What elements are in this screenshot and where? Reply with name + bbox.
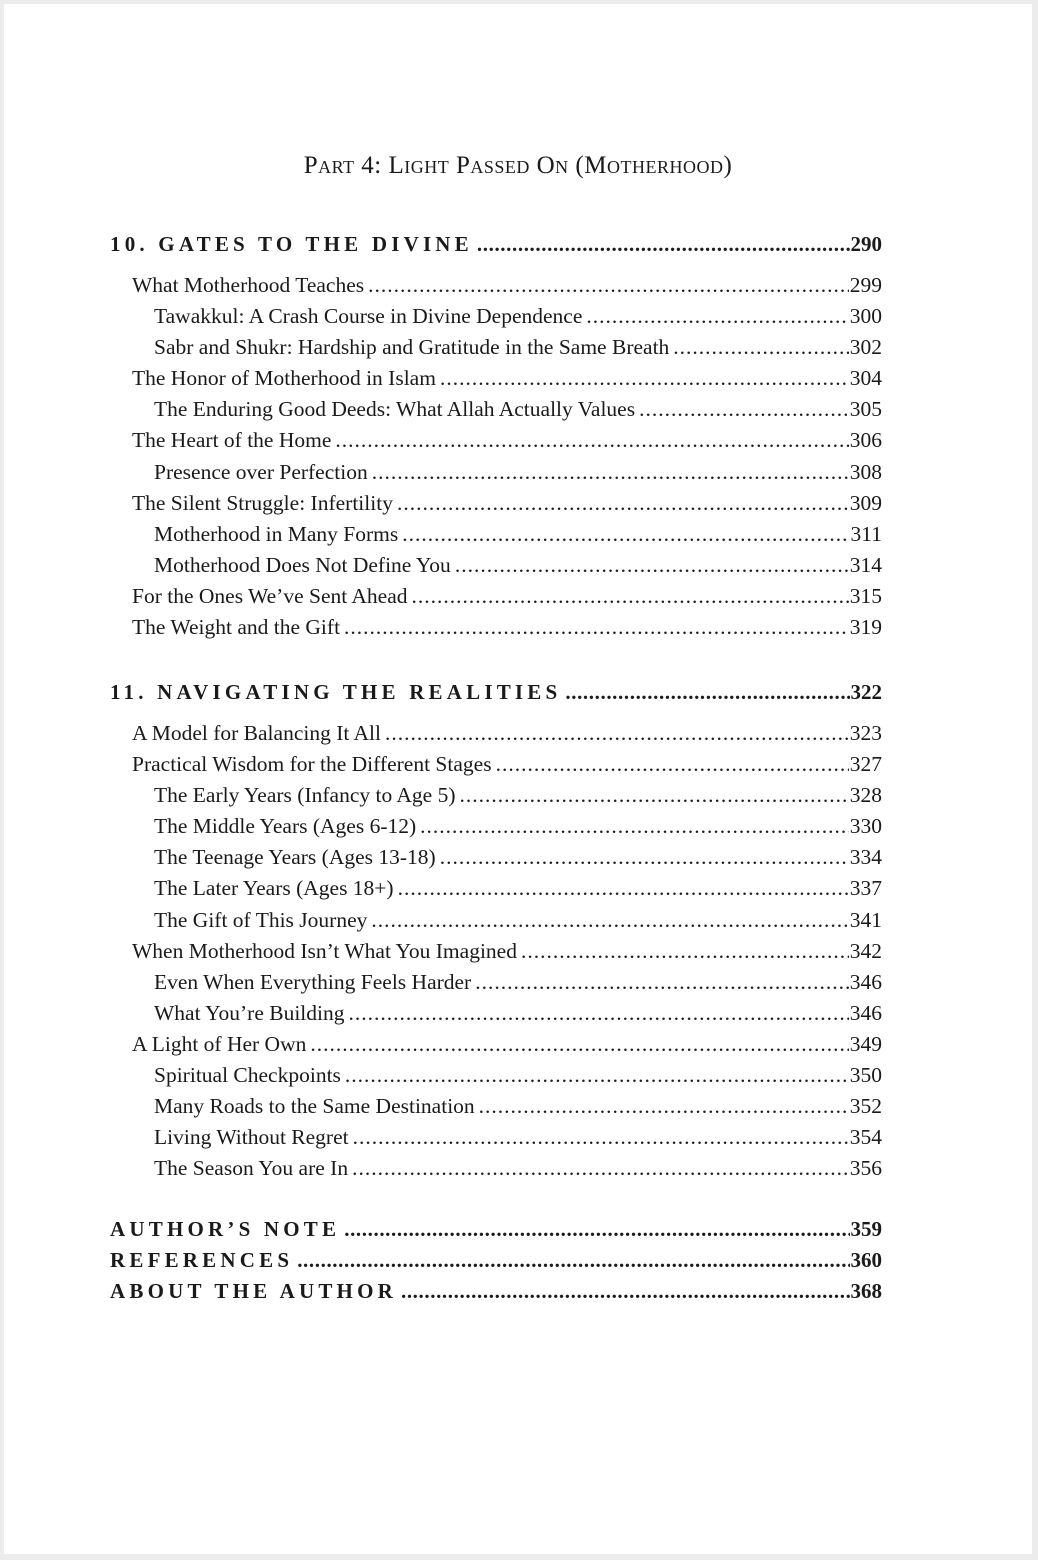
leader-dots [521, 936, 849, 967]
page-number: 346 [849, 969, 882, 994]
toc-entry[interactable] [110, 749, 882, 780]
leader-dots [345, 1060, 849, 1091]
entry-label: When Motherhood Isn’t What You Imagined [132, 938, 517, 963]
page-number: 337 [849, 876, 882, 901]
toc-entry[interactable] [110, 1060, 882, 1091]
chapter-heading[interactable] [110, 226, 882, 262]
entry-label: ABOUT THE AUTHOR [110, 1279, 397, 1304]
leader-dots [477, 226, 850, 262]
leader-dots [475, 967, 849, 998]
part-title: Part 4: Light Passed On (Motherhood) [303, 152, 733, 179]
toc-entry[interactable] [110, 842, 882, 873]
page-number: 323 [849, 721, 882, 745]
entry-label: Even When Everything Feels Harder [154, 969, 472, 994]
toc-entry[interactable] [110, 1091, 882, 1122]
entry-label: Tawakkul: A Crash Course in Divine Dependence [154, 304, 583, 329]
page-number: 290 [850, 232, 882, 256]
entry-label: Presence over Perfection [154, 459, 368, 484]
toc-entry[interactable] [110, 873, 882, 904]
page-number: 300 [849, 304, 882, 329]
back-matter-entry[interactable] [110, 1214, 882, 1245]
page-number: 349 [849, 1031, 882, 1056]
entry-label: Sabr and Shukr: Hardship and Gratitude in the Same Breath [154, 335, 670, 360]
entry-label: The Middle Years (Ages 6-12) [154, 814, 417, 839]
leader-dots [440, 363, 849, 394]
chapter-11-section [110, 674, 882, 1184]
leader-dots [479, 1091, 849, 1122]
toc-entry[interactable] [110, 718, 882, 749]
page-number: 315 [849, 583, 882, 608]
page-number: 305 [849, 397, 882, 422]
entry-label: Motherhood Does Not Define You [154, 552, 451, 577]
page-number: 309 [849, 490, 882, 515]
toc-entry[interactable] [110, 780, 882, 811]
toc-entry[interactable] [110, 811, 882, 842]
page-number: 368 [850, 1279, 882, 1304]
entry-label: Motherhood in Many Forms [154, 521, 399, 546]
toc-entry[interactable] [110, 363, 882, 394]
leader-dots [460, 780, 849, 811]
page-number: 328 [849, 783, 882, 808]
entry-label: A Light of Her Own [132, 1031, 307, 1056]
toc-entry[interactable] [110, 1122, 882, 1153]
chapter-10-section [110, 226, 882, 643]
page-number: 356 [849, 1156, 882, 1181]
entry-label: Many Roads to the Same Destination [154, 1094, 475, 1119]
leader-dots [344, 1214, 849, 1245]
back-matter-section [110, 1214, 882, 1308]
entry-label: What You’re Building [154, 1000, 345, 1025]
entry-label: The Early Years (Infancy to Age 5) [154, 783, 456, 808]
entry-label: Spiritual Checkpoints [154, 1063, 341, 1088]
entry-label: Practical Wisdom for the Different Stages [132, 752, 492, 777]
entry-label: AUTHOR’S NOTE [110, 1217, 341, 1241]
leader-dots [401, 1276, 850, 1307]
leader-dots [310, 1029, 848, 1060]
page-number: 341 [849, 907, 882, 932]
toc-entry[interactable] [110, 488, 882, 519]
toc-entry[interactable] [110, 394, 882, 425]
entry-label: The Teenage Years (Ages 13-18) [154, 845, 436, 870]
toc-entry[interactable] [110, 550, 882, 581]
toc-entry[interactable] [110, 1029, 882, 1060]
entry-label: The Weight and the Gift [132, 615, 341, 640]
chapter-title: 11. NAVIGATING THE REALITIES [110, 680, 562, 704]
toc-entry[interactable] [110, 967, 882, 998]
toc-entry[interactable] [110, 301, 882, 332]
leader-dots [398, 873, 849, 904]
page-number: 299 [849, 273, 882, 297]
entry-label: The Honor of Motherhood in Islam [132, 366, 436, 391]
page-number: 304 [849, 366, 882, 391]
entry-label: REFERENCES [110, 1248, 294, 1273]
leader-dots [368, 270, 849, 301]
page-number: 311 [850, 521, 882, 546]
leader-dots [335, 425, 848, 456]
toc-entry[interactable] [110, 457, 882, 488]
leader-dots [352, 1153, 849, 1184]
leader-dots [385, 718, 849, 749]
leader-dots [371, 905, 848, 936]
leader-dots [639, 394, 849, 425]
leader-dots [496, 749, 849, 780]
toc-entry[interactable] [110, 998, 882, 1029]
page-number: 308 [849, 459, 882, 484]
toc-entry[interactable] [110, 425, 882, 456]
page-number: 352 [849, 1094, 882, 1119]
leader-dots [402, 519, 849, 550]
entry-label: A Model for Balancing It All [132, 721, 382, 745]
entry-label: The Heart of the Home [132, 428, 332, 453]
page-number: 360 [850, 1248, 882, 1273]
entry-label: The Enduring Good Deeds: What Allah Actually Values [154, 397, 636, 422]
page-number: 314 [849, 552, 882, 577]
chapter-title: 10. GATES TO THE DIVINE [110, 232, 473, 256]
page-number: 306 [849, 428, 882, 453]
leader-dots [372, 457, 849, 488]
back-matter-entry[interactable] [110, 1245, 882, 1276]
toc-page [4, 4, 1032, 1554]
leader-dots [420, 811, 849, 842]
toc-entry[interactable] [110, 581, 882, 612]
leader-dots [353, 1122, 849, 1153]
page-number: 334 [849, 845, 882, 870]
toc-entry[interactable] [110, 332, 882, 363]
toc-entry[interactable] [110, 612, 882, 643]
toc-entry[interactable] [110, 936, 882, 967]
page-number: 350 [849, 1063, 882, 1088]
leader-dots [412, 581, 849, 612]
leader-dots [440, 842, 849, 873]
leader-dots [673, 332, 848, 363]
page-number: 346 [849, 1000, 882, 1025]
leader-dots [455, 550, 849, 581]
leader-dots [297, 1245, 849, 1276]
toc-entry[interactable] [110, 905, 882, 936]
page-number: 302 [849, 335, 882, 360]
leader-dots [344, 612, 849, 643]
entry-label: The Later Years (Ages 18+) [154, 876, 394, 901]
page-number: 359 [850, 1217, 882, 1241]
toc-entry[interactable] [110, 1153, 882, 1184]
page-number: 354 [849, 1125, 882, 1150]
leader-dots [397, 488, 849, 519]
back-matter-entry[interactable] [110, 1276, 882, 1307]
toc-entry[interactable] [110, 519, 882, 550]
leader-dots [586, 301, 848, 332]
page-number: 319 [849, 615, 882, 640]
entry-label: The Silent Struggle: Infertility [132, 490, 393, 515]
entry-label: For the Ones We’ve Sent Ahead [132, 583, 408, 608]
entry-label: The Gift of This Journey [154, 907, 368, 932]
toc-entry[interactable] [110, 270, 882, 301]
chapter-heading[interactable] [110, 674, 882, 710]
leader-dots [349, 998, 849, 1029]
entry-label: What Motherhood Teaches [132, 273, 365, 297]
entry-label: The Season You are In [154, 1156, 349, 1181]
page-number: 322 [850, 680, 882, 704]
leader-dots [565, 674, 849, 710]
page-number: 327 [849, 752, 882, 777]
page-number: 342 [849, 938, 882, 963]
page-number: 330 [849, 814, 882, 839]
entry-label: Living Without Regret [154, 1125, 349, 1150]
